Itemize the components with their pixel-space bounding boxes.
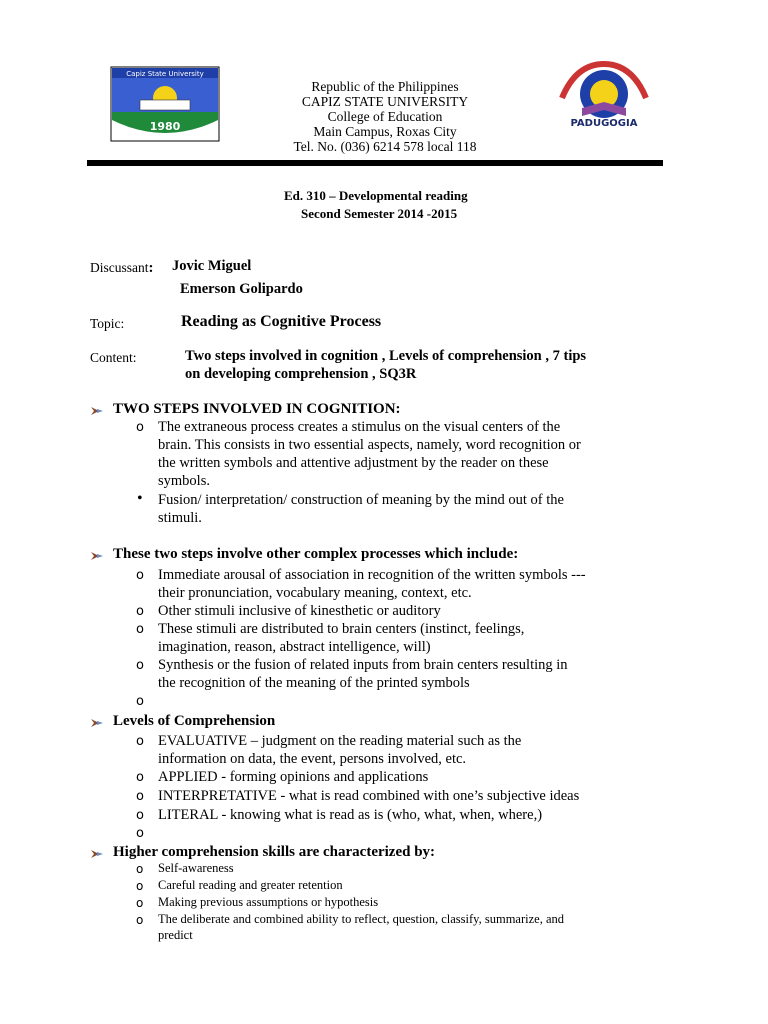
circle-bullet: o xyxy=(136,896,144,910)
emblem-bottom-text: PADUGOGIA xyxy=(570,118,638,129)
discussant-name-2: Emerson Golipardo xyxy=(180,281,303,297)
header-divider xyxy=(87,160,663,166)
college-emblem-logo xyxy=(556,58,652,130)
section-higher-skills-item xyxy=(158,911,564,943)
header-campus: Main Campus, Roxas City xyxy=(313,124,457,139)
arrow-bullet-icon xyxy=(90,717,104,729)
content-line-1: Two steps involved in cognition , Levels of comprehension , 7 tips xyxy=(185,348,587,364)
section-higher-skills-item xyxy=(158,877,343,893)
section-higher-skills-heading: Higher comprehension skills are characterized by: xyxy=(113,844,436,860)
section-complex-processes-item xyxy=(158,566,586,602)
circle-bullet: o xyxy=(136,604,144,619)
section-levels-item xyxy=(158,806,542,824)
text-line: Other stimuli inclusive of kinesthetic or auditory xyxy=(158,603,441,619)
text-line: stimuli. xyxy=(158,510,202,526)
text-line: information on data, the event, persons involved, etc. xyxy=(158,751,467,767)
text-line: The deliberate and combined ability to reflect, question, classify, summarize, and xyxy=(158,912,564,926)
text-line: Synthesis or the fusion of related inputs from brain centers resulting in xyxy=(158,657,568,673)
circle-bullet: o xyxy=(136,420,144,435)
header-telephone: Tel. No. (036) 6214 578 local 118 xyxy=(293,139,477,154)
circle-bullet: o xyxy=(136,622,144,637)
section-higher-skills-item xyxy=(158,894,378,910)
circle-bullet: o xyxy=(136,770,144,785)
section-two-steps-heading: TWO STEPS INVOLVED IN COGNITION: xyxy=(113,401,401,417)
seal-year-text: 1980 xyxy=(149,120,181,133)
circle-bullet: o xyxy=(136,789,144,804)
text-line: the recognition of the meaning of the printed symbols xyxy=(158,675,470,691)
text-line: APPLIED - forming opinions and applications xyxy=(158,769,429,785)
discussant-colon: : xyxy=(148,260,154,276)
section-complex-processes-item xyxy=(158,656,568,692)
text-line: Immediate arousal of association in recognition of the written symbols --- xyxy=(158,567,586,583)
section-two-steps-item xyxy=(158,491,564,527)
text-line: symbols. xyxy=(158,473,210,489)
circle-bullet: o xyxy=(136,694,144,709)
arrow-bullet-icon xyxy=(90,848,104,860)
dot-bullet: • xyxy=(137,490,143,507)
circle-bullet: o xyxy=(136,862,144,876)
circle-bullet: o xyxy=(136,734,144,749)
circle-bullet: o xyxy=(136,913,144,927)
text-line: LITERAL - knowing what is read as is (who, what, when, where,) xyxy=(158,807,543,823)
arrow-bullet-icon xyxy=(90,405,104,417)
text-line: EVALUATIVE – judgment on the reading material such as the xyxy=(158,733,522,749)
circle-bullet: o xyxy=(136,568,144,583)
text-line: the written symbols and attentive adjustment by the reader on these xyxy=(158,455,549,471)
course-code: Ed. 310 – Developmental reading xyxy=(284,188,468,203)
header-republic: Republic of the Philippines xyxy=(311,79,459,94)
header-university-name: CAPIZ STATE UNIVERSITY xyxy=(301,94,469,109)
section-complex-processes-item xyxy=(158,602,441,620)
content-line-2: on developing comprehension , SQ3R xyxy=(185,366,417,382)
text-line: predict xyxy=(158,928,193,942)
text-line: Fusion/ interpretation/ construction of meaning by the mind out of the xyxy=(158,492,564,508)
text-line: Careful reading and greater retention xyxy=(158,878,343,892)
discussant-name-1: Jovic Miguel xyxy=(172,258,252,274)
header-college: College of Education xyxy=(327,109,443,124)
text-line: Making previous assumptions or hypothesis xyxy=(158,895,379,909)
section-levels-heading: Levels of Comprehension xyxy=(113,713,276,729)
text-line: imagination, reason, abstract intelligence, will) xyxy=(158,639,431,655)
topic-value: Reading as Cognitive Process xyxy=(181,313,382,330)
section-levels-item xyxy=(158,768,428,786)
course-semester: Second Semester 2014 -2015 xyxy=(301,206,458,221)
section-complex-processes-heading: These two steps involve other complex processes which include: xyxy=(113,546,519,562)
circle-bullet: o xyxy=(136,826,144,841)
text-line: These stimuli are distributed to brain centers (instinct, feelings, xyxy=(158,621,525,637)
section-higher-skills-item xyxy=(158,860,234,876)
text-line: INTERPRETATIVE - what is read combined with one’s subjective ideas xyxy=(158,788,580,804)
topic-label: Topic: xyxy=(90,316,125,331)
discussant-label-text: Discussant xyxy=(90,260,149,275)
seal-top-text: Capiz State University xyxy=(126,70,204,78)
section-levels-item xyxy=(158,732,521,768)
discussant-label xyxy=(90,260,154,277)
text-line: The extraneous process creates a stimulus on the visual centers of the xyxy=(158,419,561,435)
content-label: Content: xyxy=(90,350,137,365)
circle-bullet: o xyxy=(136,879,144,893)
text-line: brain. This consists in two essential aspects, namely, word recognition or xyxy=(158,437,581,453)
section-levels-item xyxy=(158,787,579,805)
university-seal-logo xyxy=(110,66,220,142)
section-complex-processes-item xyxy=(158,620,524,656)
circle-bullet: o xyxy=(136,808,144,823)
text-line: Self-awareness xyxy=(158,861,234,875)
section-two-steps-item xyxy=(158,418,581,490)
arrow-bullet-icon xyxy=(90,550,104,562)
text-line: their pronunciation, vocabulary meaning, context, etc. xyxy=(158,585,472,601)
circle-bullet: o xyxy=(136,658,144,673)
